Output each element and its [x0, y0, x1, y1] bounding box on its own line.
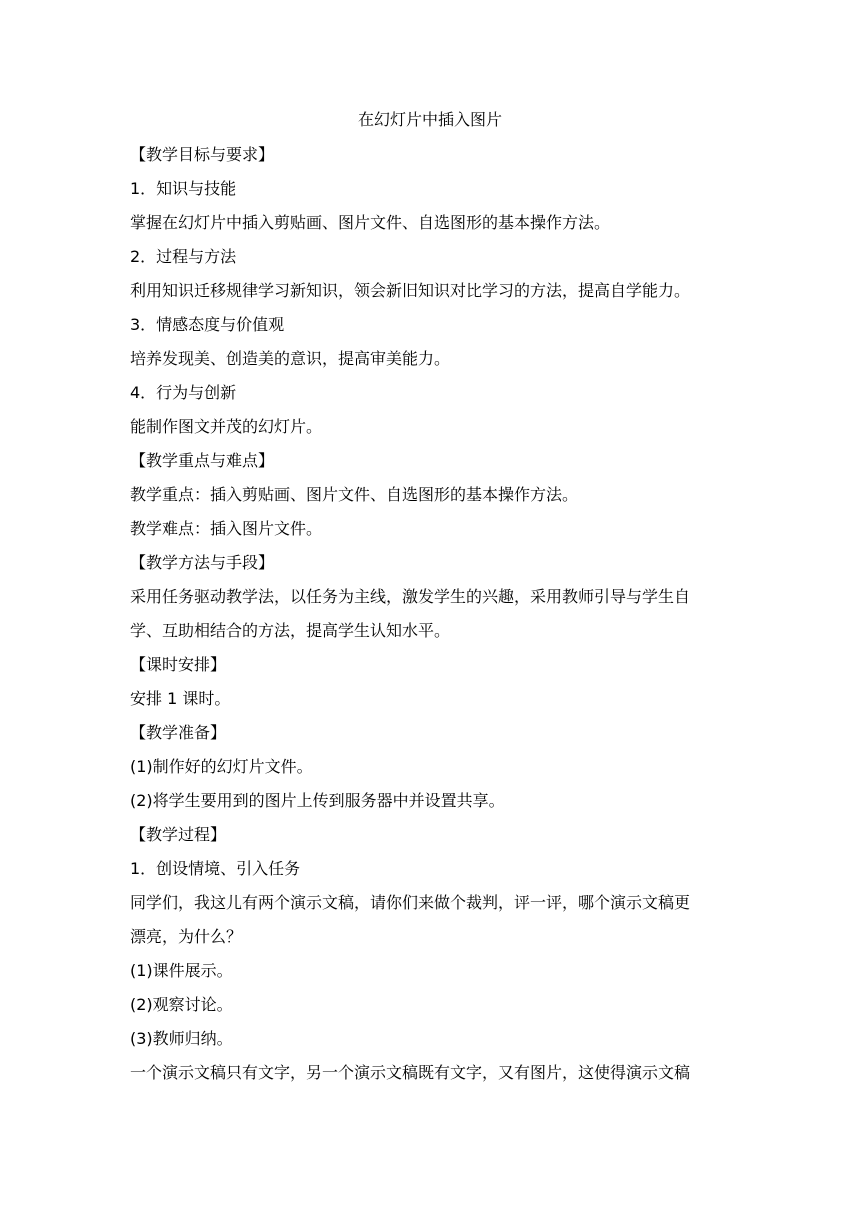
section-heading-goals: 【教学目标与要求】: [130, 145, 275, 164]
subheading-attitude-values: 3．情感态度与价值观: [130, 315, 285, 334]
section-heading-preparation: 【教学准备】: [130, 723, 227, 742]
paragraph-line: 学、互助相结合的方法，提高学生认知水平。: [130, 621, 451, 640]
paragraph-line: 能制作图文并茂的幻灯片。: [130, 417, 323, 436]
paragraph-line: 一个演示文稿只有文字，另一个演示文稿既有文字，又有图片，这使得演示文稿: [130, 1063, 691, 1082]
list-item: (2)观察讨论。: [130, 995, 233, 1014]
subheading-knowledge-skills: 1．知识与技能: [130, 179, 237, 198]
document-body: [130, 145, 734, 1097]
paragraph-line: 掌握在幻灯片中插入剪贴画、图片文件、自选图形的基本操作方法。: [130, 213, 611, 232]
paragraph-line: 教学重点：插入剪贴画、图片文件、自选图形的基本操作方法。: [130, 485, 579, 504]
section-heading-key-points: 【教学重点与难点】: [130, 451, 275, 470]
paragraph-line: 培养发现美、创造美的意识，提高审美能力。: [130, 349, 451, 368]
section-heading-methods: 【教学方法与手段】: [130, 553, 275, 572]
subheading-create-situation: 1．创设情境、引入任务: [130, 859, 301, 878]
paragraph-line: 采用任务驱动教学法，以任务为主线，激发学生的兴趣，采用教师引导与学生自: [130, 587, 691, 606]
paragraph-line: 漂亮，为什么？: [130, 927, 243, 946]
document-title: 在幻灯片中插入图片: [357, 110, 502, 129]
subheading-behavior-innovation: 4．行为与创新: [130, 383, 237, 402]
list-item: (3)教师归纳。: [130, 1029, 233, 1048]
list-item: (1)制作好的幻灯片文件。: [130, 757, 313, 776]
paragraph-line: 利用知识迁移规律学习新知识，领会新旧知识对比学习的方法，提高自学能力。: [130, 281, 691, 300]
section-heading-process: 【教学过程】: [130, 825, 227, 844]
paragraph-line: 安排 1 课时。: [130, 689, 231, 708]
list-item: (2)将学生要用到的图片上传到服务器中并设置共享。: [130, 791, 505, 810]
paragraph-line: 教学难点：插入图片文件。: [130, 519, 323, 538]
list-item: (1)课件展示。: [130, 961, 233, 980]
subheading-process-method: 2．过程与方法: [130, 247, 237, 266]
section-heading-schedule: 【课时安排】: [130, 655, 227, 674]
paragraph-line: 同学们，我这儿有两个演示文稿，请你们来做个裁判，评一评，哪个演示文稿更: [130, 893, 691, 912]
